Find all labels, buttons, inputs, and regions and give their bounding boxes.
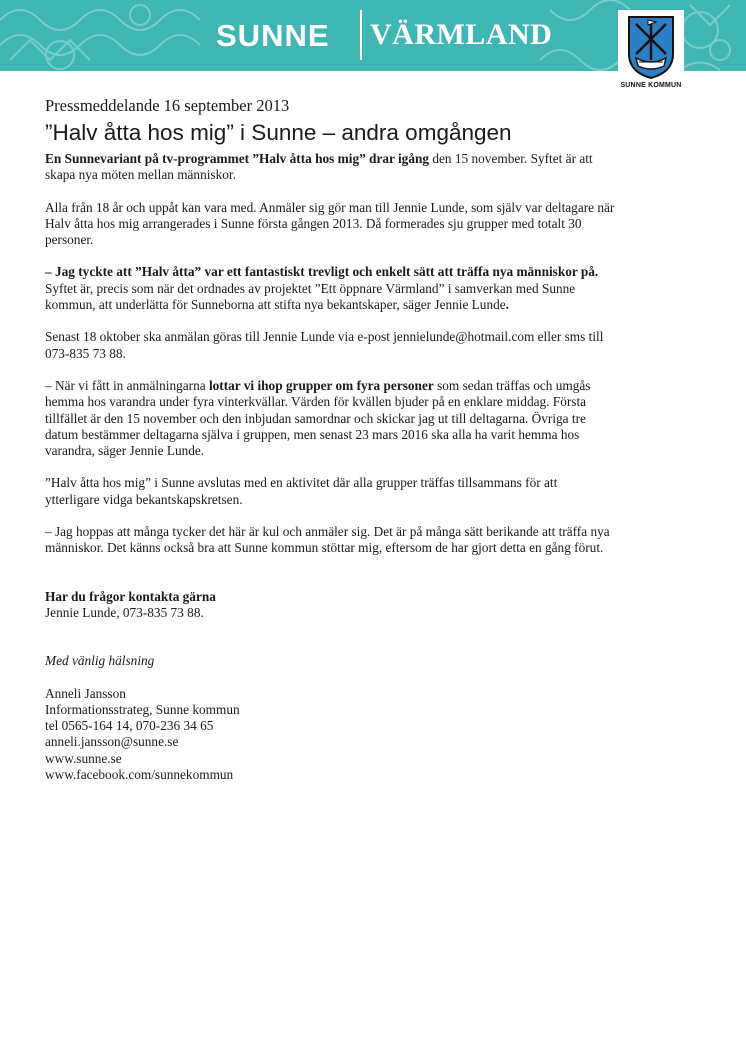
signature-block (45, 653, 615, 783)
sign-email[interactable]: anneli.jansson@sunne.se (45, 734, 179, 750)
contact-line: Jennie Lunde, 073-835 73 88. (45, 604, 204, 620)
p5-start: – När vi fått in anmälningarna (45, 377, 209, 393)
brand-divider (360, 10, 362, 60)
paragraph-intro (45, 151, 615, 184)
page-title: ”Halv åtta hos mig” i Sunne – andra omgången (45, 120, 512, 145)
paragraph-3 (45, 264, 615, 313)
brand-sunne-text: SUNNE (216, 18, 330, 53)
paragraph-2: Alla från 18 år och uppåt kan vara med. Anmäler sig gör man till Jennie Lunde, som själv var deltagare när Halv åtta hos mig arrangerades i Sunne första gången 2013. Då formerades sju grupper med totalt 30 personer. (45, 199, 615, 248)
sign-name: Anneli Jansson (45, 685, 126, 701)
logo-caption: SUNNE KOMMUN (620, 82, 682, 89)
p5-rest: som sedan träffas och umgås hemma hos varandra under fyra vinterkvällar. Värden för kvällen bjuder på en enklare middag. Första tillfället är den 15 november och den inbjudan samordnar och skickar jag ut till deltagarna. Övriga tre datum bestämmer deltagarna själva i gruppen, men senast 23 mars 2016 ska alla ha varit hemma hos varandra, säger Jennie Lunde. (45, 377, 591, 459)
press-release-body (45, 96, 615, 783)
brand-region-text: VÄRMLAND (370, 18, 553, 51)
dateline: Pressmeddelande 16 september 2013 (45, 96, 290, 115)
paragraph-5 (45, 378, 615, 459)
intro-rest: den 15 november. Syftet är att skapa nya möten mellan människor. (45, 151, 593, 183)
contact-heading: Har du frågor kontakta gärna (45, 588, 216, 604)
sign-facebook[interactable]: www.facebook.com/sunnekommun (45, 767, 234, 783)
sign-title: Informationsstrateg, Sunne kommun (45, 701, 240, 717)
contact-block (45, 589, 615, 622)
quote-bold: – Jag tyckte att ”Halv åtta” var ett fantastiskt trevligt och enkelt sätt att träffa nya människor på. (45, 264, 599, 280)
paragraph-6: ”Halv åtta hos mig” i Sunne avslutas med en aktivitet där alla grupper träffas tillsammans för att ytterligare vidga bekantskapskretsen. (45, 475, 558, 507)
municipality-logo (618, 10, 684, 92)
paragraph-4: Senast 18 oktober ska anmälan göras till Jennie Lunde via e-post jennielunde@hotmail.com eller sms till 073-835 73 88. (45, 329, 604, 361)
paragraph-7: – Jag hoppas att många tycker det här är kul och anmäler sig. Det är på många sätt berikande att träffa nya människor. Det känns också bra att Sunne kommun stöttar mig, eftersom de har gjort detta en gång förut. (45, 524, 610, 556)
coat-of-arms-icon (626, 14, 676, 80)
greeting: Med vänlig hälsning (45, 653, 155, 669)
quote-end: . (505, 297, 509, 313)
quote-rest: Syftet är, precis som när det ordnades av projektet ”Ett öppnare Värmland” i samverkan med Sunne kommun, att underlätta för Sunneborna att stifta nya bekantskaper, säger Jennie Lunde (45, 280, 576, 313)
p5-bold: lottar vi ihop grupper om fyra personer (208, 377, 434, 393)
sign-tel: tel 0565-164 14, 070-236 34 65 (45, 718, 214, 734)
sign-web[interactable]: www.sunne.se (45, 750, 122, 766)
intro-bold: En Sunnevariant på tv-programmet ”Halv åtta hos mig” drar igång (45, 151, 430, 166)
